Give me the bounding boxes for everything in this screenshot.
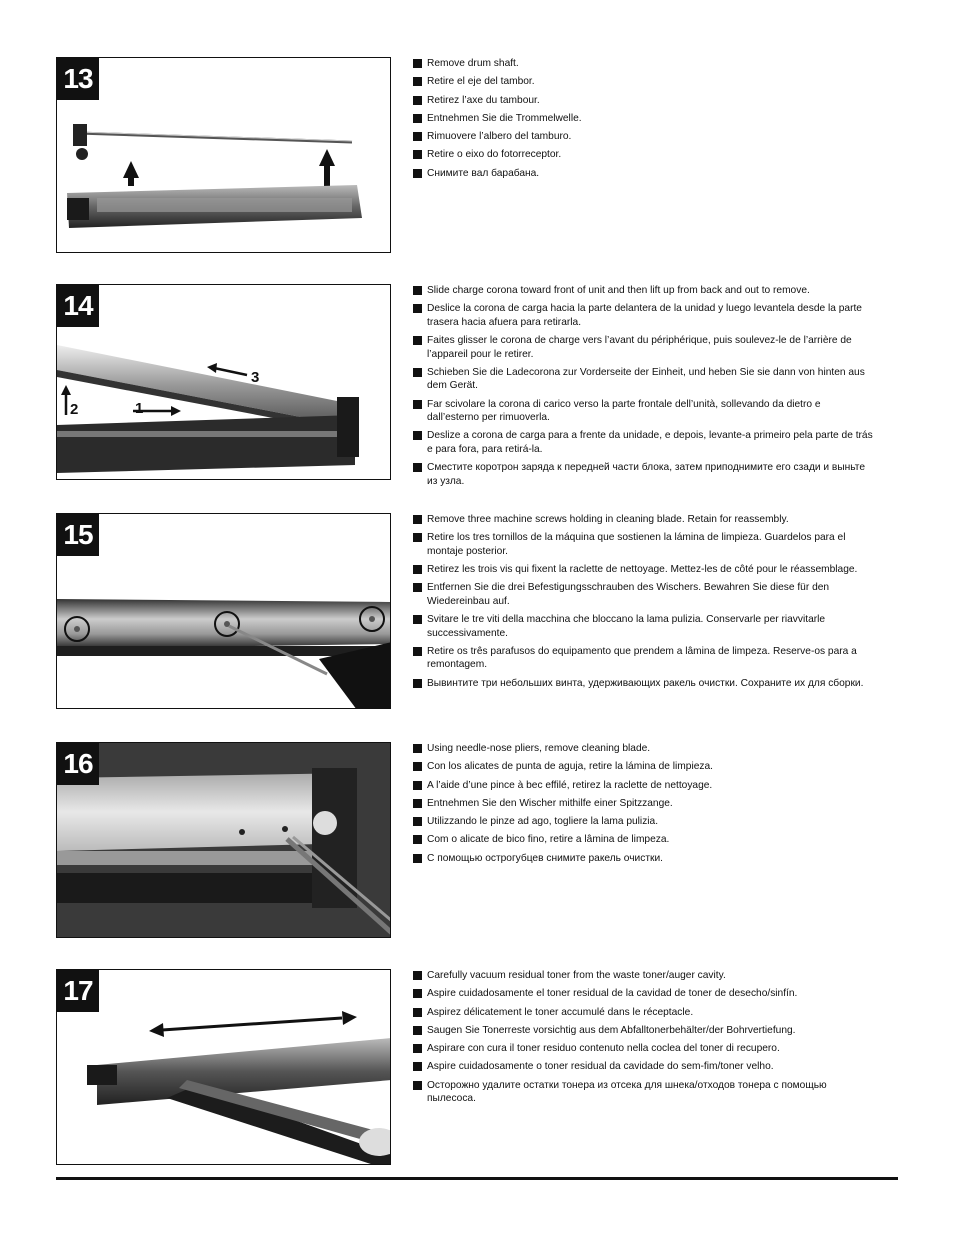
cleaning-blade-screws-illustration — [57, 514, 391, 709]
vacuum-toner-illustration — [57, 970, 391, 1165]
bullet-square-icon — [413, 533, 422, 542]
instruction-item: Retirez l’axe du tambour. — [413, 94, 873, 108]
bullet-square-icon — [413, 835, 422, 844]
callout-3: 3 — [251, 369, 260, 386]
bullet-square-icon — [413, 1026, 422, 1035]
instruction-item: Retire los tres tornillos de la máquina que sostienen la lámina de limpieza. Guardelos para el montaje posterior. — [413, 531, 873, 558]
arrow-up-icon — [61, 385, 71, 395]
instruction-item: Retire o eixo do fotorreceptor. — [413, 148, 873, 162]
instruction-item: Utilizzando le pinze ad ago, togliere la lama pulizia. — [413, 815, 873, 829]
arrow-up-icon — [319, 149, 335, 186]
arrow-left-icon — [207, 363, 217, 373]
step-14-photo — [56, 284, 391, 480]
bullet-square-icon — [413, 150, 422, 159]
instruction-item: Снимите вал барабана. — [413, 167, 873, 181]
instruction-item: Com o alicate de bico fino, retire a lâmina de limpeza. — [413, 833, 873, 847]
bullet-square-icon — [413, 400, 422, 409]
footer-rule — [56, 1177, 898, 1180]
bullet-square-icon — [413, 77, 422, 86]
drum-unit — [97, 1038, 391, 1105]
step-number: 16 — [57, 743, 99, 785]
arrow-right-icon — [342, 1011, 357, 1025]
instruction-item: Schieben Sie die Ladecorona zur Vorderseite der Einheit, und heben Sie sie dann von hinten aus dem Gerät. — [413, 366, 873, 393]
instruction-item: Retirez les trois vis qui fixent la raclette de nettoyage. Mettez-les de côté pour le réassemblage. — [413, 563, 873, 577]
bullet-square-icon — [413, 1044, 422, 1053]
instruction-item: Entnehmen Sie den Wischer mithilfe einer Spitzzange. — [413, 797, 873, 811]
pliers-blade-removal-illustration — [57, 743, 391, 938]
bullet-square-icon — [413, 989, 422, 998]
instruction-item: Retire os três parafusos do equipamento que prendem a lâmina de limpeza. Reserve-os para a remontagem. — [413, 645, 873, 672]
bullet-square-icon — [413, 304, 422, 313]
instruction-item: Carefully vacuum residual toner from the waste toner/auger cavity. — [413, 969, 873, 983]
callout-2: 2 — [70, 401, 79, 418]
instruction-item: Rimuovere l’albero del tamburo. — [413, 130, 873, 144]
step-17-photo — [56, 969, 391, 1165]
bullet-square-icon — [413, 744, 422, 753]
instruction-item: Aspirare con cura il toner residuo contenuto nella coclea del toner di recupero. — [413, 1042, 873, 1056]
step-15-photo — [56, 513, 391, 709]
instruction-item: Aspire cuidadosamente el toner residual de la cavidad de toner de desecho/sinfín. — [413, 987, 873, 1001]
instruction-item: Far scivolare la corona di carico verso la parte frontale dell’unità, sollevando da dietro e dall’esterno per rimuoverla. — [413, 398, 873, 425]
step-number: 13 — [57, 58, 99, 100]
bullet-square-icon — [413, 431, 422, 440]
bullet-square-icon — [413, 114, 422, 123]
arrow-left-icon — [149, 1023, 164, 1037]
bullet-square-icon — [413, 799, 422, 808]
instruction-item: С помощью острогубцев снимите ракель очистки. — [413, 852, 873, 866]
bullet-square-icon — [413, 854, 422, 863]
instruction-item: Svitare le tre viti della macchina che bloccano la lama pulizia. Conservarle per riavvitarle successivamente. — [413, 613, 873, 640]
instruction-item: Entfernen Sie die drei Befestigungsschrauben des Wischers. Bewahren Sie diese für den Wiedereinbau auf. — [413, 581, 873, 608]
bullet-square-icon — [413, 96, 422, 105]
arrow-right-icon — [171, 406, 181, 416]
bullet-square-icon — [413, 565, 422, 574]
instruction-item: Remove three machine screws holding in cleaning blade. Retain for reassembly. — [413, 513, 873, 527]
bullet-square-icon — [413, 1008, 422, 1017]
step-number: 17 — [57, 970, 99, 1012]
instruction-item: Con los alicates de punta de aguja, retire la lámina de limpieza. — [413, 760, 873, 774]
step-16-photo — [56, 742, 391, 938]
bullet-square-icon — [413, 615, 422, 624]
instruction-item: Deslice la corona de carga hacia la parte delantera de la unidad y luego levantela desde la parte trasera hacia afuera para retirarla. — [413, 302, 873, 329]
bullet-square-icon — [413, 463, 422, 472]
instruction-item: A l’aide d’une pince à bec effilé, retirez la raclette de nettoyage. — [413, 779, 873, 793]
callout-1: 1 — [135, 400, 144, 417]
instruction-item: Aspire cuidadosamente o toner residual da cavidade do sem-fim/toner velho. — [413, 1060, 873, 1074]
bullet-square-icon — [413, 817, 422, 826]
drum-shaft-illustration — [57, 58, 391, 253]
bullet-square-icon — [413, 169, 422, 178]
bullet-square-icon — [413, 515, 422, 524]
shaft-gear-icon — [73, 124, 87, 146]
step-number: 15 — [57, 514, 99, 556]
instruction-item: Deslize a corona de carga para a frente da unidade, e depois, levante-a primeiro pela parte de trás e para fora, para retirá-la. — [413, 429, 873, 456]
bullet-square-icon — [413, 971, 422, 980]
instruction-item: Remove drum shaft. — [413, 57, 873, 71]
charge-corona-illustration — [57, 285, 391, 480]
drum-unit — [57, 415, 355, 473]
arrow-up-icon — [123, 161, 139, 186]
bullet-square-icon — [413, 132, 422, 141]
step-number: 14 — [57, 285, 99, 327]
instruction-item: Entnehmen Sie die Trommelwelle. — [413, 112, 873, 126]
instruction-item: Осторожно удалите остатки тонера из отсека для шнека/отходов тонера с помощью пылесоса. — [413, 1079, 873, 1106]
bullet-square-icon — [413, 1081, 422, 1090]
gear-icon — [313, 811, 337, 835]
bullet-square-icon — [413, 59, 422, 68]
instruction-item: Faites glisser le corona de charge vers l’avant du périphérique, puis soulevez-le de l’arrière de l’appareil pour le retirer. — [413, 334, 873, 361]
instruction-item: Вывинтите три небольших винта, удерживающих ракель очистки. Сохраните их для сборки. — [413, 677, 873, 691]
vacuum-nozzle — [167, 1085, 391, 1165]
bullet-square-icon — [413, 583, 422, 592]
instruction-item: Сместите коротрон заряда к передней части блока, затем приподнимите его сзади и выньте из узла. — [413, 461, 873, 488]
bullet-square-icon — [413, 679, 422, 688]
bullet-square-icon — [413, 368, 422, 377]
bullet-square-icon — [413, 286, 422, 295]
bullet-square-icon — [413, 762, 422, 771]
bullet-square-icon — [413, 1062, 422, 1071]
instruction-item: Aspirez délicatement le toner accumulé dans le réceptacle. — [413, 1006, 873, 1020]
bullet-square-icon — [413, 647, 422, 656]
instruction-item: Using needle-nose pliers, remove cleaning blade. — [413, 742, 873, 756]
bullet-square-icon — [413, 336, 422, 345]
instruction-item: Slide charge corona toward front of unit and then lift up from back and out to remove. — [413, 284, 873, 298]
bullet-square-icon — [413, 781, 422, 790]
step-13-photo — [56, 57, 391, 253]
instruction-item: Retire el eje del tambor. — [413, 75, 873, 89]
instruction-item: Saugen Sie Tonerreste vorsichtig aus dem Abfalltonerbehälter/der Bohrvertiefung. — [413, 1024, 873, 1038]
